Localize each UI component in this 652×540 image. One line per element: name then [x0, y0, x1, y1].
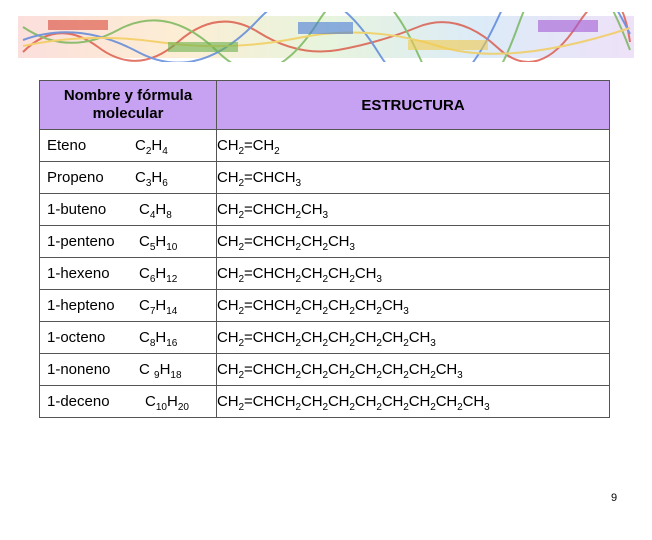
molecular-formula: $C_7H_{14}$	[139, 297, 178, 317]
table-row	[40, 258, 610, 290]
molecular-formula: $C_6H_{12}$	[139, 265, 178, 285]
structure-formula: $CH_2=CHCH_2CH_2CH_2CH_2CH_3$	[217, 290, 610, 322]
compound-name: 1-penteno	[47, 233, 115, 250]
compound-name: 1-hepteno	[47, 297, 115, 314]
structure-formula: $CH_2=CHCH_2CH_2CH_2CH_2CH_2CH_3$	[217, 322, 610, 354]
page-number: 9	[611, 492, 618, 504]
table-row	[40, 386, 610, 418]
compound-cell	[40, 226, 217, 258]
molecular-formula: $C_8H_{16}$	[139, 329, 178, 349]
table-row	[40, 354, 610, 386]
structure-formula: $CH_2=CHCH_2CH_3$	[217, 194, 610, 226]
compound-cell	[40, 130, 217, 162]
structure-formula: $CH_2=CHCH_2CH_2CH_3$	[217, 226, 610, 258]
compound-name: 1-buteno	[47, 201, 107, 218]
header-structure: ESTRUCTURA	[217, 81, 610, 130]
structure-formula: $CH_2=CHCH_2CH_2CH_2CH_3$	[217, 258, 610, 290]
alkene-table	[39, 80, 610, 418]
compound-name: 1-noneno	[47, 361, 111, 378]
compound-name: Propeno	[47, 169, 104, 186]
compound-cell	[40, 354, 217, 386]
molecular-formula: $C_5H_{10}$	[139, 233, 178, 253]
table-row	[40, 322, 610, 354]
molecular-formula: C $_9H_{18}$	[139, 361, 182, 381]
molecular-formula: $C_3H_6$	[135, 169, 168, 189]
compound-cell	[40, 162, 217, 194]
compound-name: 1-deceno	[47, 393, 110, 410]
molecular-formula: $C_4H_8$	[139, 201, 172, 221]
table-row	[40, 290, 610, 322]
molecular-formula: $C_{10}H_{20}$	[145, 393, 189, 413]
structure-formula: $CH_2=CHCH_3$	[217, 162, 610, 194]
compound-cell	[40, 258, 217, 290]
compound-cell	[40, 290, 217, 322]
compound-cell	[40, 386, 217, 418]
structure-formula: $CH_2=CH_2$	[217, 130, 610, 162]
table-row	[40, 130, 610, 162]
structure-formula: $CH_2=CHCH_2CH_2CH_2CH_2CH_2CH_2CH_2CH_3$	[217, 386, 610, 418]
compound-cell	[40, 322, 217, 354]
table-row	[40, 226, 610, 258]
compound-name: Eteno	[47, 137, 87, 154]
table-row	[40, 162, 610, 194]
table-row	[40, 194, 610, 226]
compound-name: 1-octeno	[47, 329, 106, 346]
structure-formula: $CH_2=CHCH_2CH_2CH_2CH_2CH_2CH_2CH_3$	[217, 354, 610, 386]
header-name-formula: Nombre y fórmula molecular	[40, 81, 217, 130]
compound-name: 1-hexeno	[47, 265, 110, 282]
compound-cell	[40, 194, 217, 226]
decorative-banner	[18, 12, 634, 62]
molecular-formula: $C_2H_4$	[135, 137, 168, 157]
